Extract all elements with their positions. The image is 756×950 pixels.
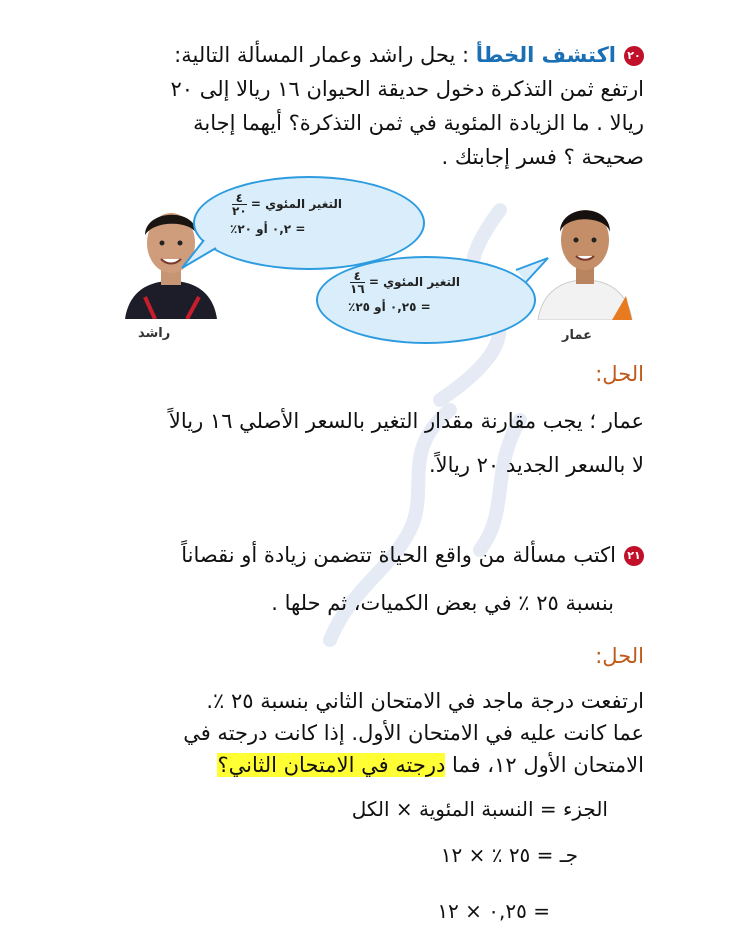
ammar-fraction-numerator: ٤ [350,270,365,283]
rashed-caption: راشد [138,326,171,341]
q20-title: اكتشف الخطأ [475,43,616,67]
equation-step2: = ٠,٢٥ × ١٢ [437,899,550,923]
rashed-bubble-tail [180,238,220,270]
highlighted-question-text: درجته في الامتحان الثاني [228,753,446,777]
equation-rule: الجزء = النسبة المئوية × الكل [351,797,608,821]
q21-line1 [181,540,644,570]
ammar-bubble-label: التغير المئوي = [368,275,460,289]
ammar-fraction-denominator: ١٦ [350,282,365,296]
q20-line4: صحيحة ؟ فسر إجابتك . [441,145,644,169]
rashed-speech-bubble [193,176,425,270]
rashed-bubble-line1 [232,192,342,217]
q20-line2: ارتفع ثمن التذكرة دخول حديقة الحيوان ١٦ ريالا إلى ٢٠ [170,77,644,101]
rashed-fraction-numerator: ٤ [232,192,247,205]
solution2-line1: ارتفعت درجة ماجد في الامتحان الثاني بنسبة ٢٥ ٪. [206,689,644,713]
rashed-bubble-line2: = ٠,٢ أو ٢٠٪ [230,222,306,236]
q20-line3: ريالا . ما الزيادة المئوية في ثمن التذكرة؟ أيهما إجابة [193,111,644,135]
solution2-line3-start: الامتحان الأول ١٢، فما [445,753,644,777]
ammar-caption: عمار [562,328,592,343]
q20-number-badge: ٢٠ [624,46,644,66]
rashed-fraction [232,192,247,217]
rashed-bubble-label: التغير المئوي = [250,197,342,211]
q21-number-badge: ٢١ [624,546,644,566]
question-mark: ؟ [217,753,229,777]
ammar-bubble-line2: = ٠,٢٥ أو ٢٥٪ [348,300,431,314]
q20-line1 [174,40,644,70]
solution2-line2: عما كانت عليه في الامتحان الأول. إذا كانت درجته في [183,721,644,745]
ammar-bubble-line1 [350,270,460,295]
q21-text1: اكتب مسألة من واقع الحياة تتضمن زيادة أو نقصاناً [181,543,616,567]
solution1-label: الحل: [595,362,644,386]
solution1-line1: عمار ؛ يجب مقارنة مقدار التغير بالسعر الأصلي ١٦ ريالاً [168,409,644,433]
ammar-bubble-tail [512,256,552,286]
rashed-fraction-denominator: ٢٠ [232,204,247,218]
equation-step1: جـ = ٢٥ ٪ × ١٢ [440,843,578,867]
ammar-fraction [350,270,365,295]
q20-intro: : يحل راشد وعمار المسألة التالية: [174,43,470,67]
solution2-label: الحل: [595,644,644,668]
solution2-line3 [217,750,644,780]
solution1-line2: لا بالسعر الجديد ٢٠ ريالاً. [428,453,644,477]
q21-line2: بنسبة ٢٥ ٪ في بعض الكميات، ثم حلها . [271,591,614,615]
